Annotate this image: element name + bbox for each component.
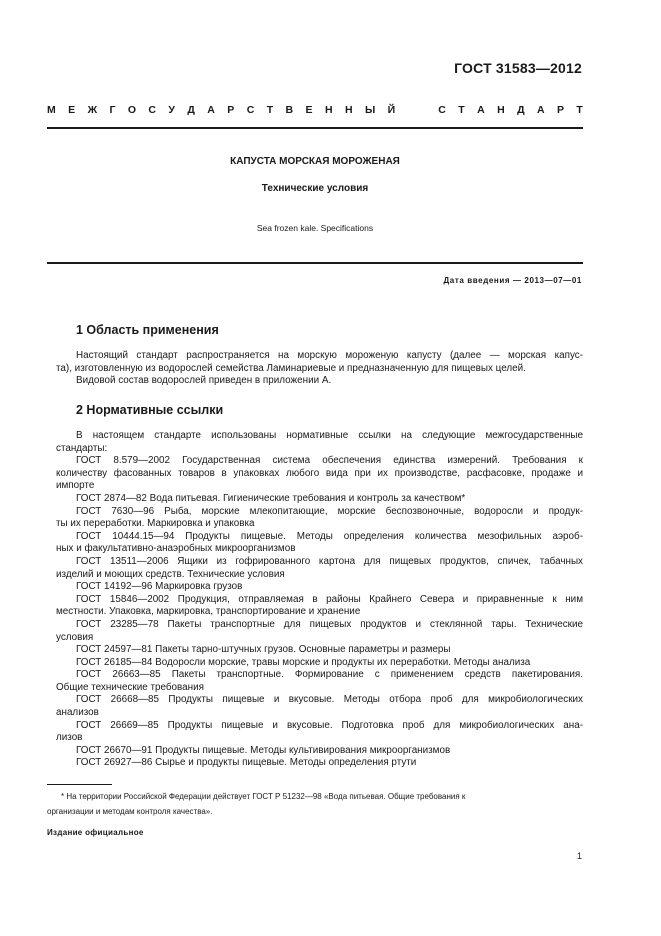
banner-letter: Р	[556, 104, 564, 116]
footnote-line: * На территории Российской Федерации действует ГОСТ Р 51232—98 «Вода питьевая. Общие требования к	[61, 792, 466, 801]
reference-item: ГОСТ 26669—85 Продукты пищевые и вкусовые. Подготовка проб для микробиологических ана-	[76, 719, 583, 731]
reference-item: ГОСТ 26670—91 Продукты пищевые. Методы культивирования микроорганизмов	[76, 744, 451, 756]
top-rule	[47, 127, 583, 129]
banner-letter: Ж	[87, 104, 98, 116]
banner-letter: С	[438, 104, 446, 116]
reference-item: ГОСТ 26185—84 Водоросли морские, травы морские и продукты их переработки. Методы анализа	[76, 656, 531, 668]
text-line: Настоящий стандарт распространяется на морскую мороженую капусту (далее — морская капус-	[76, 350, 583, 361]
banner-letter: С	[148, 104, 157, 116]
banner-letter: Е	[68, 104, 76, 116]
banner-letter: О	[127, 104, 137, 116]
banner-letter: В	[285, 104, 294, 116]
banner-letter: А	[477, 104, 485, 116]
gost-code: ГОСТ 31583—2012	[454, 60, 582, 76]
reference-item: ГОСТ 7630—96 Рыба, морские млекопитающие, морские беспозвоночные, водоросли и продук-	[76, 505, 583, 517]
text-line: та), изготовленную из водорослей семейства Ламинариевые и предназначенную для пищевых целей.	[56, 362, 526, 374]
banner-letter: Д	[517, 104, 525, 116]
banner-letter: Р	[227, 104, 235, 116]
banner-letter: Т	[576, 104, 583, 116]
section-2-heading: 2 Нормативные ссылки	[76, 403, 224, 417]
text-line: изделий и моющих средств. Технические условия	[56, 568, 285, 580]
edition-label: Издание официальное	[47, 828, 144, 837]
banner-letter	[408, 104, 411, 116]
reference-item: ГОСТ 26668—85 Продукты пищевые и вкусовые. Методы отбора проб для микробиологических	[76, 694, 583, 706]
banner-letter: А	[536, 104, 545, 116]
banner-letter: Ы	[364, 104, 376, 116]
banner-letter: Д	[187, 104, 195, 116]
introduction-date: Дата введения — 2013—07—01	[443, 276, 582, 285]
text-line: В настоящем стандарте использованы нормативные ссылки на следующие межгосударственные	[76, 430, 583, 441]
reference-item: ГОСТ 23285—78 Пакеты транспортные для пищевых продуктов и стеклянной тары. Технические	[76, 618, 583, 630]
text-line: Видовой состав водорослей приведен в приложении А.	[76, 375, 332, 387]
reference-item: ГОСТ 26927—86 Сырье и продукты пищевые. Методы определения ртути	[76, 757, 417, 769]
reference-item: ГОСТ 24597—81 Пакеты тарно-штучных грузов. Основные параметры и размеры	[76, 644, 451, 656]
reference-item: ГОСТ 10444.15—94 Продукты пищевые. Методы определения количества мезофильных аэроб-	[76, 530, 583, 542]
banner-letter: С	[246, 104, 255, 116]
text-line: стандарты:	[56, 442, 108, 454]
footnote-rule	[47, 784, 112, 785]
banner-letter: У	[168, 104, 175, 116]
text-line: местности. Упаковка, маркировка, транспортирование и хранение	[56, 606, 361, 618]
banner-letter: А	[207, 104, 215, 116]
section-1-heading: 1 Область применения	[76, 323, 219, 337]
page-number: 1	[576, 851, 582, 861]
document-subtitle: Технические условия	[261, 183, 369, 194]
reference-item: ГОСТ 2874—82 Вода питьевая. Гигиенические требования и контроль за качеством*	[76, 492, 466, 504]
text-line: импорте	[56, 480, 95, 492]
text-line: Общие технические требования	[56, 681, 204, 693]
banner-letter: Й	[387, 104, 396, 116]
text-line: ты их переработки. Маркировка и упаковка	[56, 518, 255, 530]
banner-letter: Г	[109, 104, 116, 116]
banner-letter: М	[47, 104, 56, 116]
section-1-body	[56, 350, 583, 388]
text-line: анализов	[56, 707, 99, 719]
footnote	[47, 789, 583, 819]
banner-letter	[423, 104, 426, 116]
interstate-standard-banner	[47, 104, 583, 116]
reference-item: ГОСТ 15846—2002 Продукция, отправляемая в районы Крайнего Севера и приравненные к ним	[76, 593, 583, 605]
banner-letter: Н	[324, 104, 333, 116]
text-line: условия	[56, 631, 94, 643]
english-title: Sea frozen kale. Specifications	[256, 223, 374, 233]
reference-item: ГОСТ 26663—85 Пакеты транспортные. Формирование с применением средств пакетирования.	[76, 669, 583, 681]
reference-item: ГОСТ 8.579—2002 Государственная система обеспечения единства измерений. Требования к	[76, 455, 583, 467]
banner-letter: Н	[497, 104, 505, 116]
banner-letter: Т	[266, 104, 274, 116]
footnote-line: организации и методам контроля качества».	[47, 807, 213, 816]
reference-item: ГОСТ 14192—96 Маркировка грузов	[76, 581, 243, 593]
document-title: КАПУСТА МОРСКАЯ МОРОЖЕНАЯ	[230, 156, 400, 167]
banner-letter: Т	[458, 104, 465, 116]
text-line: лизов	[56, 732, 83, 744]
text-line: количеству фасованных товаров в упаковках любого вида при их производстве, расфасовке, продаже и	[56, 467, 583, 479]
banner-letter: Е	[305, 104, 313, 116]
section-2-body	[56, 430, 583, 770]
reference-item: ГОСТ 13511—2006 Ящики из гофрированного картона для пищевых продуктов, спичек, табачных	[76, 555, 583, 567]
middle-rule	[47, 262, 583, 264]
banner-letter: Н	[344, 104, 353, 116]
text-line: ных и факультативно-анаэробных микроорганизмов	[56, 543, 296, 555]
